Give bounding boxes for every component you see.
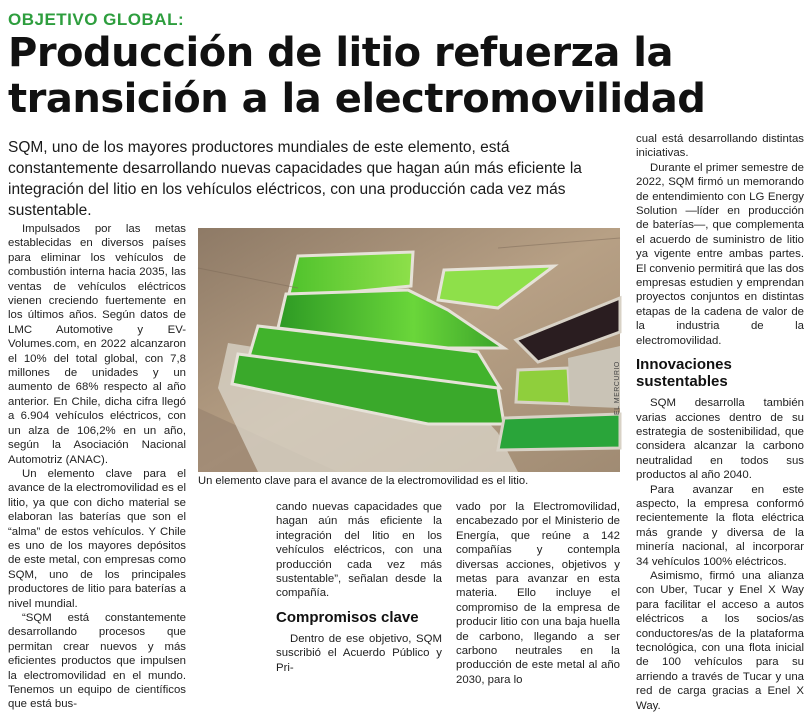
col1-paragraph-1: Impulsados por las metas establecidas en diversos países para eliminar los vehículos de combustión interna hacia 2035, las ventas de vehículos eléctricos vienen creciendo fuertemente en los últimos años. Según datos de LMC Automotive y EV-Volumes.com, en 2022 alcanzaron el 10% del total global, con 7,8 millones de unidades y un aumento de 68% respecto al año anterior. En Chile, dicha cifra llegó a 6.904 vehículos eléctricos, con un alza de 106,2% en un año, según la Asociación Nacional Automotriz (ANAC).	[8, 223, 186, 466]
article-column-4	[636, 132, 804, 712]
lead-paragraph: SQM, uno de los mayores productores mundiales de este elemento, está constantemente desarrollando nuevas capacidades que hagan aún más eficiente la integración del litio en los vehículos eléctricos, con una producción cada vez más sustentable.	[8, 139, 582, 219]
col3-paragraph-1: vado por la Electromovilidad, encabezado por el Ministerio de Energía, que reúne a 142 compañías y contempla diversas acciones, objetivos y metas para avanzar en esta materia. Ello incluye el compromiso de la empresa de producir litio con una baja huella de carbono, llegando a ser carbono neutrales en la producción de este metal al año 2030, para lo	[456, 501, 620, 686]
section-heading-innovaciones: Innovaciones sustentables	[636, 356, 732, 391]
aerial-photo	[198, 228, 620, 472]
headline: Producción de litio refuerza la transición a la electromovilidad	[8, 30, 706, 122]
section-heading-compromisos: Compromisos clave	[276, 608, 419, 626]
col4-paragraph-3: SQM desarrolla también varias acciones dentro de su estrategia de sostenibilidad, que considera alcanzar la carbono neutralidad en todos sus productos al año 2040.	[636, 397, 804, 482]
kicker: OBJETIVO GLOBAL:	[8, 10, 185, 29]
col4-paragraph-4: Para avanzar en este aspecto, la empresa conformó recientemente la flota eléctrica más grande y diversa de la minería nacional, al incorporar 34 vehículos 100% eléctricos.	[636, 483, 804, 568]
article-column-3	[456, 500, 620, 686]
col2-paragraph-1: cando nuevas capacidades que hagan aún más eficiente la integración del litio en los vehículos eléctricos, con una producción cada vez más sustentable”, señalan desde la compañía.	[276, 501, 442, 600]
photo-credit: EL MERCURIO	[614, 361, 621, 415]
col2-paragraph-2: Dentro de ese objetivo, SQM suscribió el Acuerdo Público y Pri-	[276, 632, 442, 674]
article-column-1	[8, 222, 186, 711]
col4-paragraph-5: Asimismo, firmó una alianza con Uber, Tucar y Enel X Way para facilitar el acceso a autos eléctricos a los socios/as conductores/as de la plataforma tecnológica, con una flota inicial de 100 vehículos para su arriendo a través de Tucar y una red de carga gracias a Enel X Way.	[636, 569, 804, 712]
lithium-ponds-illustration	[198, 228, 620, 472]
col1-paragraph-2: Un elemento clave para el avance de la electromovilidad es el litio, ya que con dicho material se elaboran las baterías que son el “alma” de estos vehículos. Y Chile es uno de los mayores depósitos de este metal, con empresas como SQM, uno de los principales productores de litio para baterías a nivel mundial.	[8, 467, 186, 610]
col1-paragraph-3: “SQM está constantemente desarrollando procesos que permitan crear nuevos y más eficientes productos que impulsen la electromovilidad en el mundo. Tenemos un equipo de científicos que está bus-	[8, 611, 186, 711]
col4-paragraph-1: cual está desarrollando distintas iniciativas.	[636, 133, 804, 160]
photo-caption: Un elemento clave para el avance de la electromovilidad es el litio.	[198, 475, 529, 487]
article-column-2	[276, 500, 442, 674]
col4-paragraph-2: Durante el primer semestre de 2022, SQM firmó un memorando de entendimiento con LG Energy Solution —líder en producción de baterías—, que complementa el acuerdo de suministro de litio ya vigente entre ambas partes. El convenio permitirá que las dos empresas estudien y emprendan proyectos conjuntos en distintas etapas de la cadena de valor de la industria de la electromovilidad.	[636, 161, 804, 347]
